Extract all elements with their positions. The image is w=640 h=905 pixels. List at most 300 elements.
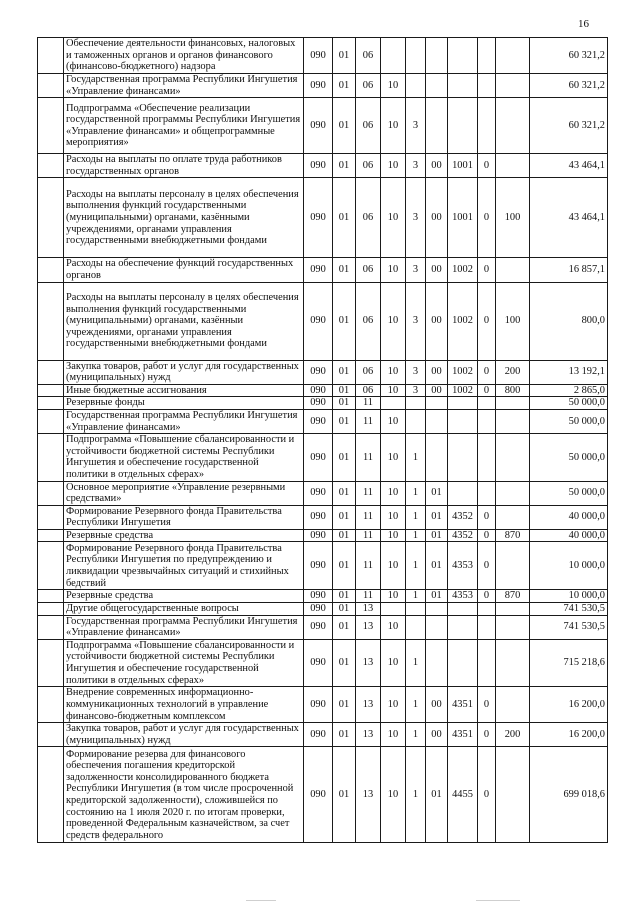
amount: 40 000,0 (530, 505, 608, 529)
subprogram-code: 3 (406, 258, 426, 282)
expense-type-code (496, 603, 530, 616)
item-name: Расходы на выплаты персоналу в целях обеспечения выполнения функций государственными (муниципальными) органами, казёнными учреждениями, органами управления государственными внебюджетными фондами (64, 178, 304, 258)
expense-type-code (496, 747, 530, 843)
measure-code: 01 (426, 590, 448, 603)
direction-code: 4353 (448, 542, 478, 590)
direction-code (448, 603, 478, 616)
department-code: 090 (304, 397, 333, 410)
subprogram-code: 1 (406, 542, 426, 590)
measure-code: 00 (426, 178, 448, 258)
subsection-code: 11 (356, 409, 381, 433)
page-number: 16 (578, 18, 589, 30)
subprogram-code: 1 (406, 505, 426, 529)
subprogram-code: 1 (406, 481, 426, 505)
row-number-cell (38, 282, 64, 360)
item-name: Закупка товаров, работ и услуг для государственных (муниципальных) нужд (64, 360, 304, 384)
target-code: 0 (478, 687, 496, 723)
amount: 16 200,0 (530, 687, 608, 723)
table-row (38, 384, 608, 397)
amount: 715 218,6 (530, 639, 608, 686)
department-code: 090 (304, 590, 333, 603)
program-code: 10 (381, 687, 406, 723)
item-name: Формирование Резервного фонда Правительства Республики Ингушетия (64, 505, 304, 529)
program-code: 10 (381, 74, 406, 98)
subprogram-code (406, 397, 426, 410)
item-name: Расходы на выплаты по оплате труда работников государственных органов (64, 154, 304, 178)
subsection-code: 13 (356, 603, 381, 616)
row-number-cell (38, 38, 64, 74)
department-code: 090 (304, 98, 333, 154)
program-code: 10 (381, 178, 406, 258)
target-code (478, 481, 496, 505)
subprogram-code: 1 (406, 747, 426, 843)
amount: 60 321,2 (530, 74, 608, 98)
subprogram-code (406, 615, 426, 639)
amount: 16 200,0 (530, 723, 608, 747)
item-name: Закупка товаров, работ и услуг для государственных (муниципальных) нужд (64, 723, 304, 747)
table-row (38, 529, 608, 542)
subsection-code: 06 (356, 154, 381, 178)
subsection-code: 06 (356, 360, 381, 384)
table-row (38, 639, 608, 686)
table-row (38, 258, 608, 282)
program-code (381, 38, 406, 74)
program-code: 10 (381, 639, 406, 686)
expense-type-code (496, 74, 530, 98)
item-name: Резервные средства (64, 529, 304, 542)
program-code: 10 (381, 258, 406, 282)
amount: 50 000,0 (530, 397, 608, 410)
target-code: 0 (478, 747, 496, 843)
program-code: 10 (381, 481, 406, 505)
amount: 43 464,1 (530, 154, 608, 178)
item-name: Подпрограмма «Повышение сбалансированности и устойчивости бюджетной системы Республики Ингушетия и обеспечение государственной политики в отдельных сферах» (64, 639, 304, 686)
department-code: 090 (304, 542, 333, 590)
amount: 43 464,1 (530, 178, 608, 258)
row-number-cell (38, 590, 64, 603)
table-row (38, 687, 608, 723)
subsection-code: 13 (356, 639, 381, 686)
measure-code: 00 (426, 282, 448, 360)
row-number-cell (38, 542, 64, 590)
subprogram-code: 3 (406, 282, 426, 360)
measure-code: 00 (426, 360, 448, 384)
program-code (381, 603, 406, 616)
subsection-code: 11 (356, 590, 381, 603)
row-number-cell (38, 505, 64, 529)
direction-code: 1002 (448, 282, 478, 360)
subsection-code: 11 (356, 434, 381, 481)
expense-type-code: 870 (496, 590, 530, 603)
department-code: 090 (304, 747, 333, 843)
direction-code (448, 38, 478, 74)
scan-artifact (246, 900, 276, 901)
target-code (478, 434, 496, 481)
row-number-cell (38, 603, 64, 616)
table-row (38, 360, 608, 384)
program-code: 10 (381, 529, 406, 542)
expense-type-code (496, 481, 530, 505)
target-code (478, 639, 496, 686)
item-name: Государственная программа Республики Ингушетия «Управление финансами» (64, 615, 304, 639)
section-code: 01 (333, 258, 356, 282)
subprogram-code (406, 38, 426, 74)
section-code: 01 (333, 360, 356, 384)
target-code: 0 (478, 542, 496, 590)
subsection-code: 06 (356, 178, 381, 258)
row-number-cell (38, 687, 64, 723)
section-code: 01 (333, 38, 356, 74)
section-code: 01 (333, 154, 356, 178)
measure-code (426, 603, 448, 616)
direction-code (448, 397, 478, 410)
department-code: 090 (304, 74, 333, 98)
direction-code (448, 98, 478, 154)
table-row (38, 481, 608, 505)
measure-code: 01 (426, 542, 448, 590)
item-name: Резервные фонды (64, 397, 304, 410)
section-code: 01 (333, 74, 356, 98)
direction-code (448, 409, 478, 433)
item-name: Обеспечение деятельности финансовых, налоговых и таможенных органов и органов финансового (финансово-бюджетного) надзора (64, 38, 304, 74)
expense-type-code: 100 (496, 282, 530, 360)
item-name: Основное мероприятие «Управление резервными средствами» (64, 481, 304, 505)
amount: 50 000,0 (530, 434, 608, 481)
row-number-cell (38, 723, 64, 747)
department-code: 090 (304, 360, 333, 384)
direction-code: 4352 (448, 505, 478, 529)
item-name: Государственная программа Республики Ингушетия «Управление финансами» (64, 74, 304, 98)
item-name: Подпрограмма «Повышение сбалансированности и устойчивости бюджетной системы Республики Ингушетия и обеспечение государственной политики в отдельных сферах» (64, 434, 304, 481)
department-code: 090 (304, 615, 333, 639)
target-code: 0 (478, 360, 496, 384)
subsection-code: 11 (356, 542, 381, 590)
subprogram-code: 1 (406, 723, 426, 747)
department-code: 090 (304, 529, 333, 542)
subprogram-code: 1 (406, 590, 426, 603)
direction-code: 1002 (448, 258, 478, 282)
target-code (478, 615, 496, 639)
section-code: 01 (333, 723, 356, 747)
section-code: 01 (333, 615, 356, 639)
row-number-cell (38, 434, 64, 481)
section-code: 01 (333, 590, 356, 603)
table-row (38, 603, 608, 616)
direction-code: 4351 (448, 687, 478, 723)
direction-code: 1001 (448, 178, 478, 258)
program-code: 10 (381, 723, 406, 747)
subsection-code: 11 (356, 397, 381, 410)
subsection-code: 06 (356, 384, 381, 397)
row-number-cell (38, 639, 64, 686)
subsection-code: 06 (356, 98, 381, 154)
subprogram-code: 1 (406, 687, 426, 723)
section-code: 01 (333, 747, 356, 843)
row-number-cell (38, 481, 64, 505)
item-name: Формирование резерва для финансового обеспечения погашения кредиторской задолженности консолидированного бюджета Республики Ингушетия (в том числе просроченной кредиторской задолженности), сложившейся по состоянию на 1 июля 2020 г. по итогам проверки, проведенной Федеральным казначейством, за счет средств федерального (64, 747, 304, 843)
row-number-cell (38, 747, 64, 843)
table-row (38, 178, 608, 258)
table-row (38, 505, 608, 529)
measure-code: 00 (426, 154, 448, 178)
subsection-code: 06 (356, 258, 381, 282)
program-code: 10 (381, 282, 406, 360)
row-number-cell (38, 360, 64, 384)
target-code (478, 409, 496, 433)
section-code: 01 (333, 178, 356, 258)
measure-code: 01 (426, 481, 448, 505)
table-row (38, 747, 608, 843)
amount: 60 321,2 (530, 38, 608, 74)
target-code: 0 (478, 154, 496, 178)
program-code (381, 397, 406, 410)
section-code: 01 (333, 434, 356, 481)
measure-code (426, 397, 448, 410)
item-name: Внедрение современных информационно-коммуникационных технологий в управление финансово-бюджетным комплексом (64, 687, 304, 723)
department-code: 090 (304, 258, 333, 282)
target-code (478, 397, 496, 410)
target-code (478, 74, 496, 98)
department-code: 090 (304, 687, 333, 723)
amount: 50 000,0 (530, 409, 608, 433)
department-code: 090 (304, 603, 333, 616)
row-number-cell (38, 615, 64, 639)
target-code: 0 (478, 529, 496, 542)
measure-code: 00 (426, 723, 448, 747)
subprogram-code (406, 603, 426, 616)
table-row (38, 723, 608, 747)
subprogram-code: 3 (406, 384, 426, 397)
program-code: 10 (381, 505, 406, 529)
section-code: 01 (333, 542, 356, 590)
subsection-code: 13 (356, 747, 381, 843)
table-row (38, 615, 608, 639)
measure-code (426, 38, 448, 74)
expense-type-code (496, 434, 530, 481)
program-code: 10 (381, 615, 406, 639)
department-code: 090 (304, 282, 333, 360)
row-number-cell (38, 178, 64, 258)
direction-code (448, 434, 478, 481)
target-code: 0 (478, 258, 496, 282)
item-name: Иные бюджетные ассигнования (64, 384, 304, 397)
subsection-code: 13 (356, 615, 381, 639)
row-number-cell (38, 397, 64, 410)
item-name: Подпрограмма «Обеспечение реализации государственной программы Республики Ингушетия «Управление финансами» и общепрограммные мероприятия» (64, 98, 304, 154)
amount: 741 530,5 (530, 615, 608, 639)
target-code (478, 38, 496, 74)
section-code: 01 (333, 481, 356, 505)
subprogram-code: 3 (406, 360, 426, 384)
department-code: 090 (304, 481, 333, 505)
amount: 40 000,0 (530, 529, 608, 542)
section-code: 01 (333, 384, 356, 397)
amount: 800,0 (530, 282, 608, 360)
subprogram-code: 1 (406, 529, 426, 542)
program-code: 10 (381, 747, 406, 843)
direction-code: 1002 (448, 360, 478, 384)
target-code: 0 (478, 723, 496, 747)
subsection-code: 06 (356, 38, 381, 74)
subsection-code: 11 (356, 529, 381, 542)
amount: 50 000,0 (530, 481, 608, 505)
expense-type-code: 870 (496, 529, 530, 542)
expense-type-code (496, 409, 530, 433)
table-row (38, 590, 608, 603)
amount: 60 321,2 (530, 98, 608, 154)
section-code: 01 (333, 505, 356, 529)
subprogram-code: 3 (406, 178, 426, 258)
measure-code (426, 639, 448, 686)
program-code: 10 (381, 542, 406, 590)
subprogram-code: 3 (406, 98, 426, 154)
expense-type-code (496, 542, 530, 590)
expense-type-code (496, 258, 530, 282)
table-body (38, 38, 608, 843)
direction-code: 4353 (448, 590, 478, 603)
measure-code: 01 (426, 529, 448, 542)
direction-code (448, 615, 478, 639)
subsection-code: 13 (356, 723, 381, 747)
item-name: Формирование Резервного фонда Правительства Республики Ингушетия по предупреждению и ликвидации чрезвычайных ситуаций и стихийных бедствий (64, 542, 304, 590)
program-code: 10 (381, 154, 406, 178)
subsection-code: 11 (356, 481, 381, 505)
direction-code: 4352 (448, 529, 478, 542)
expense-type-code: 200 (496, 723, 530, 747)
row-number-cell (38, 409, 64, 433)
section-code: 01 (333, 397, 356, 410)
expense-type-code: 800 (496, 384, 530, 397)
department-code: 090 (304, 409, 333, 433)
section-code: 01 (333, 98, 356, 154)
measure-code (426, 409, 448, 433)
amount: 13 192,1 (530, 360, 608, 384)
table-row (38, 434, 608, 481)
target-code: 0 (478, 282, 496, 360)
amount: 699 018,6 (530, 747, 608, 843)
amount: 10 000,0 (530, 542, 608, 590)
department-code: 090 (304, 38, 333, 74)
row-number-cell (38, 258, 64, 282)
measure-code: 01 (426, 747, 448, 843)
row-number-cell (38, 98, 64, 154)
subprogram-code: 3 (406, 154, 426, 178)
subprogram-code (406, 409, 426, 433)
department-code: 090 (304, 154, 333, 178)
section-code: 01 (333, 282, 356, 360)
amount: 2 865,0 (530, 384, 608, 397)
direction-code: 4351 (448, 723, 478, 747)
target-code: 0 (478, 384, 496, 397)
section-code: 01 (333, 529, 356, 542)
program-code: 10 (381, 98, 406, 154)
section-code: 01 (333, 639, 356, 686)
department-code: 090 (304, 639, 333, 686)
program-code: 10 (381, 590, 406, 603)
target-code: 0 (478, 505, 496, 529)
measure-code (426, 615, 448, 639)
target-code (478, 603, 496, 616)
table-row (38, 74, 608, 98)
expense-type-code (496, 505, 530, 529)
section-code: 01 (333, 687, 356, 723)
row-number-cell (38, 154, 64, 178)
section-code: 01 (333, 409, 356, 433)
measure-code (426, 74, 448, 98)
expense-type-code (496, 154, 530, 178)
expense-type-code (496, 98, 530, 154)
program-code: 10 (381, 360, 406, 384)
subprogram-code (406, 74, 426, 98)
item-name: Расходы на обеспечение функций государственных органов (64, 258, 304, 282)
direction-code: 4455 (448, 747, 478, 843)
expense-type-code (496, 615, 530, 639)
program-code: 10 (381, 384, 406, 397)
subsection-code: 06 (356, 282, 381, 360)
department-code: 090 (304, 434, 333, 481)
subprogram-code: 1 (406, 434, 426, 481)
subsection-code: 13 (356, 687, 381, 723)
subsection-code: 11 (356, 505, 381, 529)
target-code: 0 (478, 590, 496, 603)
measure-code: 01 (426, 505, 448, 529)
expense-type-code (496, 639, 530, 686)
direction-code: 1002 (448, 384, 478, 397)
subsection-code: 06 (356, 74, 381, 98)
program-code: 10 (381, 409, 406, 433)
expense-type-code (496, 38, 530, 74)
direction-code: 1001 (448, 154, 478, 178)
measure-code (426, 434, 448, 481)
measure-code: 00 (426, 258, 448, 282)
table-row (38, 397, 608, 410)
expense-type-code: 200 (496, 360, 530, 384)
table-row (38, 409, 608, 433)
direction-code (448, 481, 478, 505)
measure-code (426, 98, 448, 154)
item-name: Расходы на выплаты персоналу в целях обеспечения выполнения функций государственными (муниципальными) органами, казённыи учреждениями, органами управления государственными внебюджетными фондами (64, 282, 304, 360)
program-code: 10 (381, 434, 406, 481)
item-name: Государственная программа Республики Ингушетия «Управление финансами» (64, 409, 304, 433)
department-code: 090 (304, 723, 333, 747)
measure-code: 00 (426, 687, 448, 723)
table-row (38, 542, 608, 590)
target-code (478, 98, 496, 154)
direction-code (448, 74, 478, 98)
subprogram-code: 1 (406, 639, 426, 686)
row-number-cell (38, 74, 64, 98)
expense-type-code (496, 687, 530, 723)
section-code: 01 (333, 603, 356, 616)
amount: 10 000,0 (530, 590, 608, 603)
table-row (38, 154, 608, 178)
department-code: 090 (304, 178, 333, 258)
table-row (38, 38, 608, 74)
row-number-cell (38, 529, 64, 542)
department-code: 090 (304, 384, 333, 397)
amount: 741 530,5 (530, 603, 608, 616)
expense-type-code (496, 397, 530, 410)
department-code: 090 (304, 505, 333, 529)
budget-table (37, 37, 608, 843)
amount: 16 857,1 (530, 258, 608, 282)
table-row (38, 98, 608, 154)
scan-artifact (476, 900, 520, 901)
row-number-cell (38, 384, 64, 397)
table-row (38, 282, 608, 360)
item-name: Другие общегосударственные вопросы (64, 603, 304, 616)
target-code: 0 (478, 178, 496, 258)
